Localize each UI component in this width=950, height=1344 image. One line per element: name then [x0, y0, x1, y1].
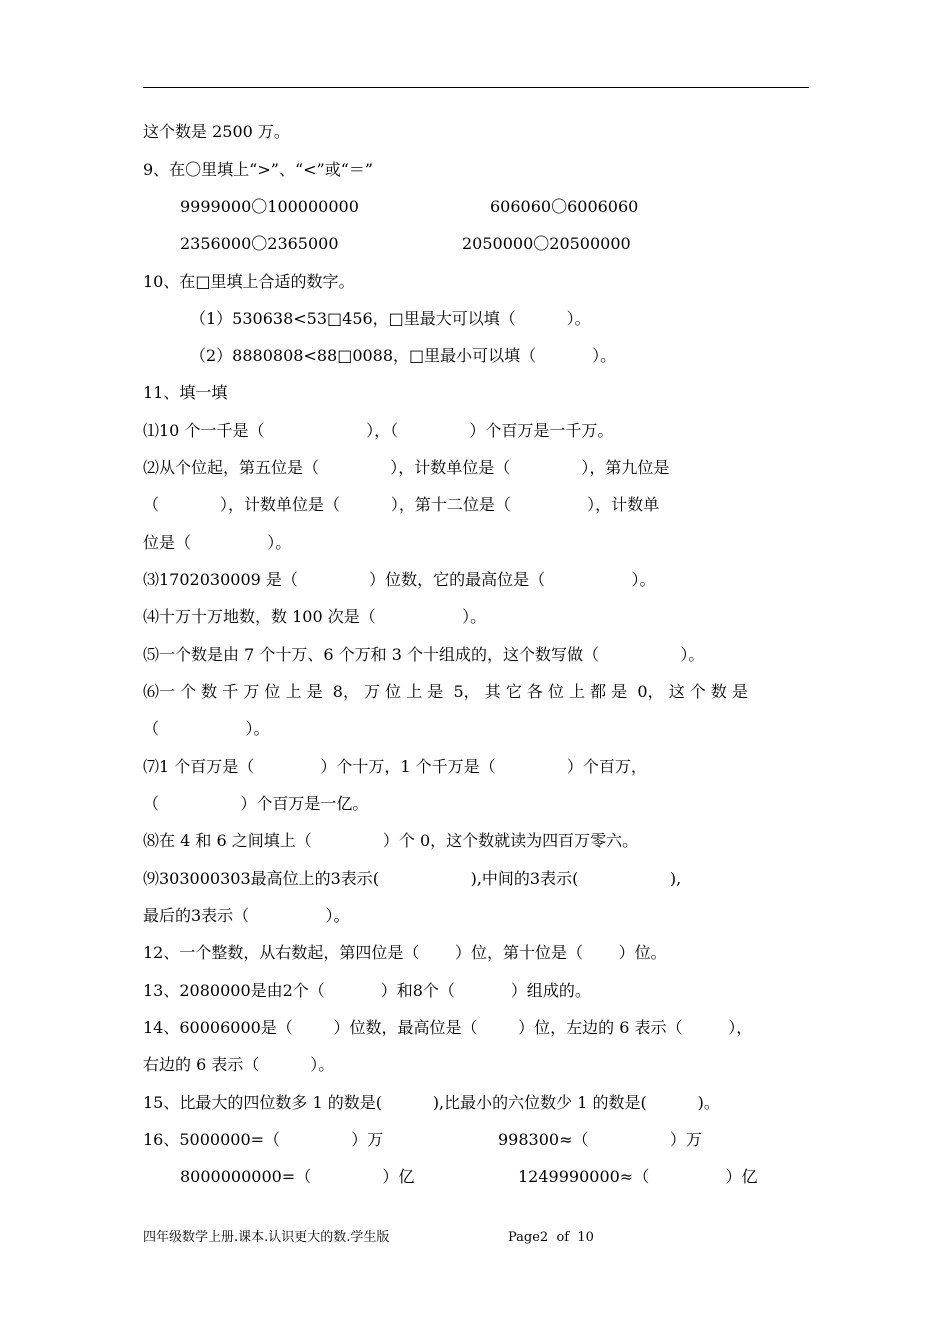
line-text: 11、填一填: [143, 383, 228, 402]
line-text: ⑻在 4 和 6 之间填上（ ）个 0，这个数就读为四百万零六。: [143, 831, 639, 850]
worksheet-line: [0, 491, 950, 519]
worksheet-line: [0, 417, 950, 445]
line-text: 10、在□里填上合适的数字。: [143, 272, 355, 291]
line-text: ⑶1702030009 是（ ）位数，它的最高位是（ ）。: [143, 570, 656, 589]
worksheet-line: [0, 305, 950, 333]
line-text: （2）8880808<88□0088，□里最小可以填（ ）。: [190, 346, 617, 365]
header-rule: [143, 87, 809, 88]
line-text: ⑷十万十万地数，数 100 次是（ ）。: [143, 607, 487, 626]
line-text: 这个数是 2500 万。: [143, 122, 290, 141]
line-text: （ ）个百万是一亿。: [143, 794, 369, 813]
line-text: 8000000000=（ ）亿: [180, 1167, 415, 1186]
line-text: 15、比最大的四位数多 1 的数是( ),比最小的六位数少 1 的数是( )。: [143, 1093, 720, 1112]
line-text: 16、5000000=（ ）万: [143, 1130, 384, 1149]
worksheet-line: [0, 268, 950, 296]
worksheet-line: [0, 641, 950, 669]
line-text: 606060〇6006060: [490, 197, 639, 216]
line-text: 9、在〇里填上“>”、“<”或“＝”: [143, 160, 374, 179]
line-text: （1）530638<53□456，□里最大可以填（ ）。: [190, 309, 591, 328]
line-text: （ ）。: [143, 719, 270, 738]
worksheet-line: [0, 939, 950, 967]
worksheet-line: [0, 454, 950, 482]
worksheet-line: [0, 1163, 950, 1191]
worksheet-line: [0, 603, 950, 631]
line-text: ⑼303000303最高位上的3表示( ),中间的3表示( ),: [143, 869, 682, 888]
worksheet-line: [0, 342, 950, 370]
worksheet-line: [0, 1126, 950, 1154]
line-text: ⑹一 个 数 千 万 位 上 是 8， 万 位 上 是 5， 其 它 各 位 上 都 是 0， 这 个 数 是: [143, 682, 748, 701]
worksheet-line: [0, 193, 950, 221]
line-text: 位是（ ）。: [143, 533, 292, 552]
worksheet-line: [0, 118, 950, 146]
worksheet-line: [0, 156, 950, 184]
line-text: 1249990000≈（ ）亿: [518, 1167, 758, 1186]
footer-title: 四年级数学上册.课本.认识更大的数.学生版: [143, 1230, 390, 1245]
worksheet-line: [0, 715, 950, 743]
worksheet-line: [0, 230, 950, 258]
line-text: ⑸一个数是由 7 个十万、6 个万和 3 个十组成的，这个数写做（ ）。: [143, 645, 705, 664]
line-text: ⑺1 个百万是（ ）个十万，1 个千万是（ ）个百万，: [143, 757, 647, 776]
line-text: 9999000〇100000000: [180, 197, 359, 216]
worksheet-line: [0, 902, 950, 930]
line-text: ⑵从个位起，第五位是（ ），计数单位是（ ），第九位是: [143, 458, 670, 477]
worksheet-line: [0, 379, 950, 407]
line-text: 12、一个整数，从右数起，第四位是（ ）位，第十位是（ ）位。: [143, 943, 667, 962]
worksheet-line: [0, 977, 950, 1005]
line-text: 2050000〇20500000: [462, 234, 631, 253]
worksheet-line: [0, 1089, 950, 1117]
worksheet-line: [0, 865, 950, 893]
worksheet-line: [0, 529, 950, 557]
worksheet-line: [0, 678, 950, 706]
line-text: 2356000〇2365000: [180, 234, 339, 253]
worksheet-line: [0, 1014, 950, 1042]
worksheet-line: [0, 827, 950, 855]
line-text: （ ），计数单位是（ ），第十二位是（ ），计数单: [143, 495, 660, 514]
line-text: 13、2080000是由2个（ ）和8个（ ）组成的。: [143, 981, 591, 1000]
line-text: 右边的 6 表示（ ）。: [143, 1055, 335, 1074]
footer-page-number: Page2 of 10: [508, 1230, 594, 1245]
worksheet-line: [0, 753, 950, 781]
worksheet-line: [0, 566, 950, 594]
line-text: ⑴10 个一千是（ ），（ ）个百万是一千万。: [143, 421, 614, 440]
line-text: 最后的3表示（ ）。: [143, 906, 350, 925]
worksheet-line: [0, 790, 950, 818]
worksheet-line: [0, 1051, 950, 1079]
line-text: 998300≈（ ）万: [498, 1130, 702, 1149]
line-text: 14、60006000是（ ）位数，最高位是（ ）位，左边的 6 表示（ ），: [143, 1018, 753, 1037]
